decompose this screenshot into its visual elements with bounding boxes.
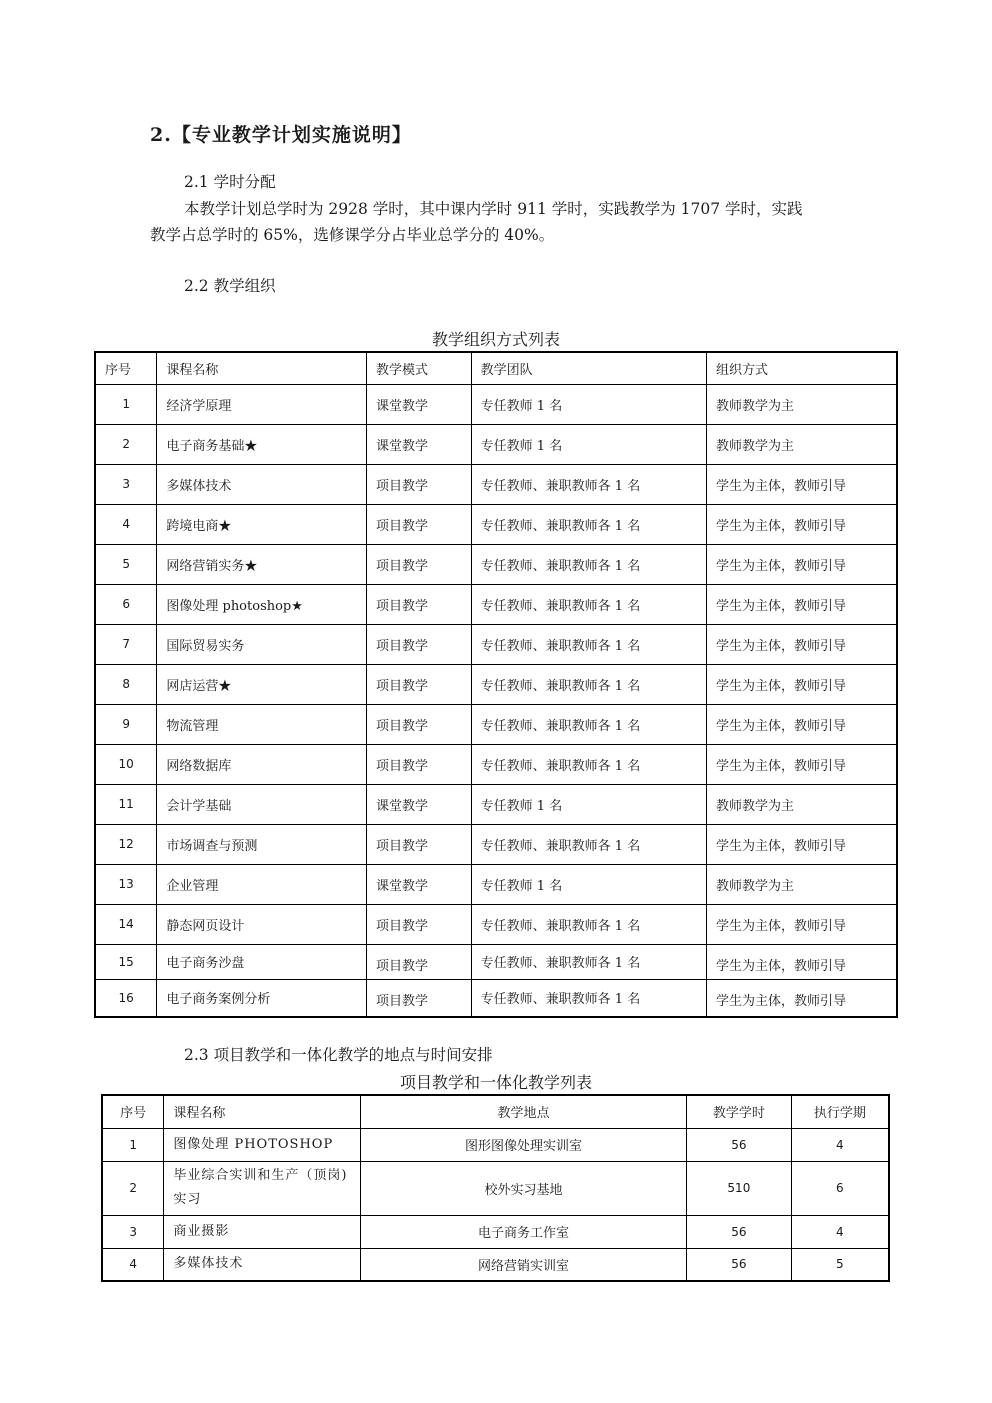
- teaching-location: 网络营销实训室: [361, 1248, 687, 1281]
- course-name: 图像处理 photoshop★: [157, 584, 367, 624]
- teaching-mode: 课堂教学: [366, 864, 471, 904]
- teaching-team: 专任教师 1 名: [471, 784, 706, 824]
- header-cell: 执行学期: [791, 1095, 889, 1128]
- table-row: [95, 544, 897, 584]
- section-2-3-title: 2.3 项目教学和一体化教学的地点与时间安排: [184, 1046, 493, 1064]
- course-name: 静态网页设计: [157, 904, 367, 944]
- table-row: [95, 904, 897, 944]
- table-row: [95, 424, 897, 464]
- teaching-team: 专任教师、兼职教师各 1 名: [471, 584, 706, 624]
- table-row: [95, 464, 897, 504]
- row-number: 4: [102, 1248, 164, 1281]
- teaching-mode: 项目教学: [366, 584, 471, 624]
- course-name: 电子商务案例分析: [157, 979, 367, 1017]
- row-number: 16: [95, 979, 157, 1017]
- course-name: 电子商务沙盘: [157, 944, 367, 979]
- table-row: [95, 504, 897, 544]
- course-name: 多媒体技术: [157, 464, 367, 504]
- row-number: 9: [95, 704, 157, 744]
- table2-caption: 项目教学和一体化教学列表: [399, 1073, 592, 1092]
- organization-mode: 学生为主体，教师引导: [706, 824, 897, 864]
- teaching-team: 专任教师、兼职教师各 1 名: [471, 744, 706, 784]
- organization-mode: 学生为主体，教师引导: [706, 504, 897, 544]
- semester: 6: [791, 1161, 889, 1215]
- semester: 4: [791, 1128, 889, 1161]
- organization-mode: 教师教学为主: [706, 424, 897, 464]
- organization-mode: 学生为主体，教师引导: [706, 624, 897, 664]
- course-name: 毕业综合实训和生产（顶岗)实习: [164, 1161, 361, 1215]
- table-row: [95, 744, 897, 784]
- row-number: 7: [95, 624, 157, 664]
- teaching-team: 专任教师、兼职教师各 1 名: [471, 624, 706, 664]
- teaching-mode: 项目教学: [366, 544, 471, 584]
- row-number: 2: [95, 424, 157, 464]
- project-teaching-table: [101, 1094, 890, 1282]
- teaching-location: 电子商务工作室: [361, 1215, 687, 1248]
- teaching-mode: 项目教学: [366, 979, 471, 1017]
- header-cell: 组织方式: [706, 352, 897, 384]
- teaching-team: 专任教师、兼职教师各 1 名: [471, 904, 706, 944]
- teaching-team: 专任教师、兼职教师各 1 名: [471, 704, 706, 744]
- organization-mode: 学生为主体，教师引导: [706, 904, 897, 944]
- course-name: 多媒体技术: [164, 1248, 361, 1281]
- row-number: 12: [95, 824, 157, 864]
- teaching-team: 专任教师 1 名: [471, 384, 706, 424]
- header-cell: 课程名称: [157, 352, 367, 384]
- teaching-location: 校外实习基地: [361, 1161, 687, 1215]
- teaching-mode: 项目教学: [366, 624, 471, 664]
- table-row: [95, 824, 897, 864]
- teaching-mode: 课堂教学: [366, 384, 471, 424]
- organization-mode: 教师教学为主: [706, 384, 897, 424]
- teaching-hours: 56: [687, 1248, 792, 1281]
- teaching-organization-table: [94, 351, 898, 1018]
- organization-mode: 教师教学为主: [706, 864, 897, 904]
- course-name: 物流管理: [157, 704, 367, 744]
- table-row: [95, 704, 897, 744]
- semester: 5: [791, 1248, 889, 1281]
- course-name: 国际贸易实务: [157, 624, 367, 664]
- organization-mode: 学生为主体，教师引导: [706, 544, 897, 584]
- teaching-mode: 项目教学: [366, 504, 471, 544]
- teaching-team: 专任教师 1 名: [471, 864, 706, 904]
- header-cell: 课程名称: [164, 1095, 361, 1128]
- table-row: [95, 584, 897, 624]
- teaching-team: 专任教师、兼职教师各 1 名: [471, 979, 706, 1017]
- course-name: 商业摄影: [164, 1215, 361, 1248]
- table-row: [102, 1161, 889, 1215]
- header-cell: 序号: [95, 352, 157, 384]
- course-name: 会计学基础: [157, 784, 367, 824]
- organization-mode: 学生为主体，教师引导: [706, 979, 897, 1017]
- course-name: 网络营销实务★: [157, 544, 367, 584]
- teaching-team: 专任教师、兼职教师各 1 名: [471, 664, 706, 704]
- teaching-hours: 510: [687, 1161, 792, 1215]
- section-2-2-title: 2.2 教学组织: [184, 277, 276, 295]
- paragraph-line-2: 教学占总学时的 65%，选修课学分占毕业总学分的 40%。: [150, 226, 555, 244]
- table1-caption: 教学组织方式列表: [431, 330, 560, 349]
- row-number: 1: [95, 384, 157, 424]
- teaching-team: 专任教师、兼职教师各 1 名: [471, 944, 706, 979]
- teaching-mode: 项目教学: [366, 704, 471, 744]
- header-cell: 教学团队: [471, 352, 706, 384]
- table-row: [102, 1128, 889, 1161]
- row-number: 11: [95, 784, 157, 824]
- row-number: 4: [95, 504, 157, 544]
- table-row: [102, 1248, 889, 1281]
- course-name: 图像处理 PHOTOSHOP: [164, 1128, 361, 1161]
- table-row: [95, 624, 897, 664]
- row-number: 15: [95, 944, 157, 979]
- table-row: [95, 944, 897, 979]
- section-heading: 2.【专业教学计划实施说明】: [150, 124, 412, 146]
- row-number: 10: [95, 744, 157, 784]
- course-name: 企业管理: [157, 864, 367, 904]
- header-cell: 教学学时: [687, 1095, 792, 1128]
- organization-mode: 学生为主体，教师引导: [706, 704, 897, 744]
- table-row: [95, 664, 897, 704]
- teaching-team: 专任教师、兼职教师各 1 名: [471, 464, 706, 504]
- teaching-hours: 56: [687, 1128, 792, 1161]
- row-number: 3: [95, 464, 157, 504]
- course-name: 市场调查与预测: [157, 824, 367, 864]
- table-row: [95, 384, 897, 424]
- semester: 4: [791, 1215, 889, 1248]
- header-cell: 序号: [102, 1095, 164, 1128]
- row-number: 2: [102, 1161, 164, 1215]
- table-header-row: [102, 1095, 889, 1128]
- teaching-mode: 项目教学: [366, 944, 471, 979]
- course-name: 电子商务基础★: [157, 424, 367, 464]
- header-cell: 教学模式: [366, 352, 471, 384]
- table-header-row: [95, 352, 897, 384]
- organization-mode: 学生为主体，教师引导: [706, 944, 897, 979]
- row-number: 5: [95, 544, 157, 584]
- row-number: 6: [95, 584, 157, 624]
- course-name: 跨境电商★: [157, 504, 367, 544]
- table-row: [95, 979, 897, 1017]
- course-name: 网店运营★: [157, 664, 367, 704]
- teaching-mode: 项目教学: [366, 744, 471, 784]
- organization-mode: 教师教学为主: [706, 784, 897, 824]
- paragraph-line-1: 本教学计划总学时为 2928 学时，其中课内学时 911 学时，实践教学为 1707 学时，实践: [184, 200, 803, 218]
- organization-mode: 学生为主体，教师引导: [706, 584, 897, 624]
- row-number: 13: [95, 864, 157, 904]
- teaching-mode: 课堂教学: [366, 424, 471, 464]
- teaching-location: 图形图像处理实训室: [361, 1128, 687, 1161]
- teaching-mode: 项目教学: [366, 664, 471, 704]
- teaching-hours: 56: [687, 1215, 792, 1248]
- row-number: 1: [102, 1128, 164, 1161]
- table-row: [102, 1215, 889, 1248]
- row-number: 14: [95, 904, 157, 944]
- table-row: [95, 784, 897, 824]
- table-row: [95, 864, 897, 904]
- header-cell: 教学地点: [361, 1095, 687, 1128]
- course-name: 网络数据库: [157, 744, 367, 784]
- teaching-team: 专任教师、兼职教师各 1 名: [471, 504, 706, 544]
- organization-mode: 学生为主体，教师引导: [706, 664, 897, 704]
- row-number: 8: [95, 664, 157, 704]
- course-name: 经济学原理: [157, 384, 367, 424]
- organization-mode: 学生为主体，教师引导: [706, 744, 897, 784]
- teaching-mode: 项目教学: [366, 904, 471, 944]
- teaching-mode: 项目教学: [366, 464, 471, 504]
- teaching-team: 专任教师 1 名: [471, 424, 706, 464]
- organization-mode: 学生为主体，教师引导: [706, 464, 897, 504]
- teaching-team: 专任教师、兼职教师各 1 名: [471, 824, 706, 864]
- teaching-mode: 课堂教学: [366, 784, 471, 824]
- teaching-team: 专任教师、兼职教师各 1 名: [471, 544, 706, 584]
- section-2-1-title: 2.1 学时分配: [184, 173, 276, 191]
- teaching-mode: 项目教学: [366, 824, 471, 864]
- row-number: 3: [102, 1215, 164, 1248]
